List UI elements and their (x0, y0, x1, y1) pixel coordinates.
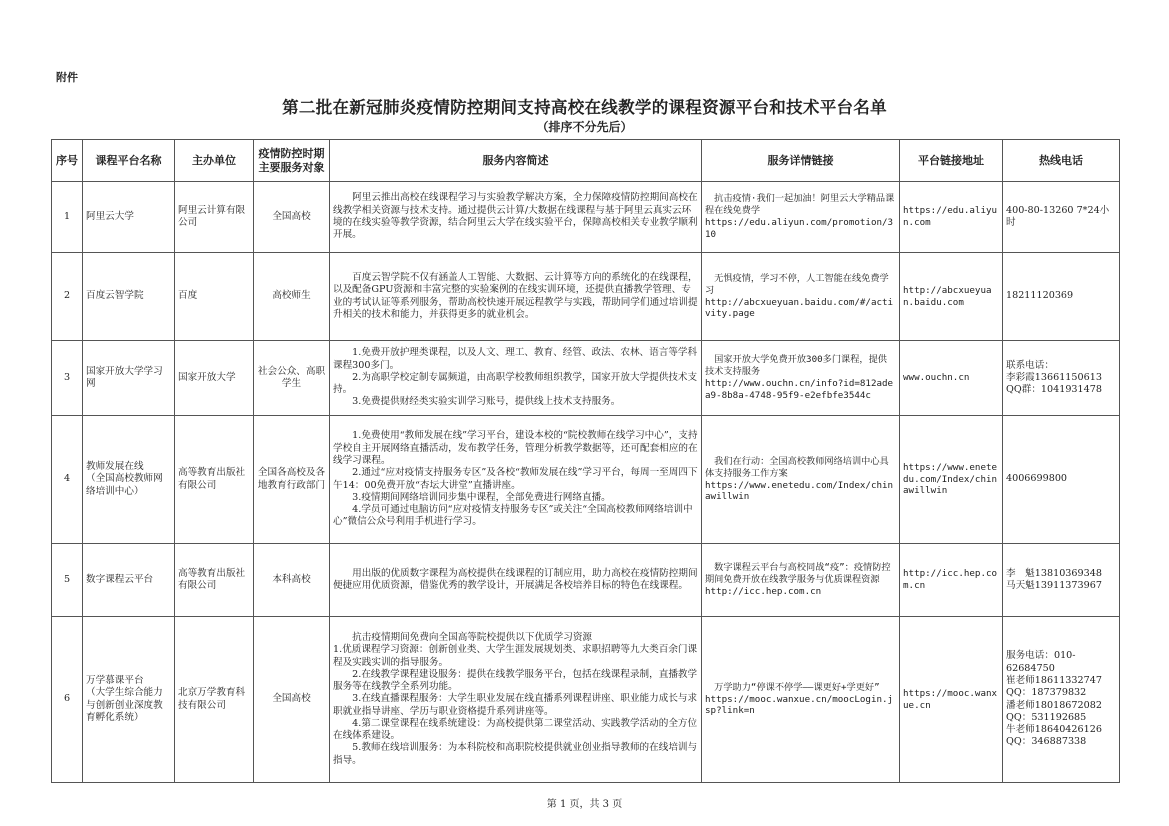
row-content: 1.免费使用“教师发展在线”学习平台，建设本校的“院校教师在线学习中心”，支持学校自主开展网络直播活动，发布教学任务，管理分析教学数据等，还可配套相应的在线学习课程。 2.通过“应对疫情支持服务专区”及各校“教师发展在线”学习平台，每周一至周四下午14：00免费开放“杏坛大讲堂”直播讲座。 3.疫情期间网络培训同步集中课程，全部免费进行网络直播。 4.学员可通过电脑访问“应对疫情支持服务专区”或关注“全国高校教师网络培训中心”微信公众号利用手机进行学习。 (330, 416, 702, 544)
row-content: 抗击疫情期间免费向全国高等院校提供以下优质学习资源 1.优质课程学习资源：创新创业类、大学生涯发展规划类、求职招聘等九大类百余门课程及实践实训的指导服务。 2.在线教学课程建设服务：提供在线教学服务平台，包括在线课程录制，直播教学服务等在线教学全系列功能。 3.在线直播课程服务：大学生职业发展在线直播系列课程讲座、职业能力成长与求职就业指导讲座、学历与职业资格提升系列讲座等。 4.第二课堂课程在线系统建设：为高校提供第二课堂活动、实践教学活动的全方位在线体系建设。 5.教师在线培训服务：为本科院校和高职院校提供就业创业指导教师的在线培训与指导。 (330, 617, 702, 783)
row-target: 全国各高校及各地教育行政部门 (254, 416, 330, 544)
page-footer: 第 1 页，共 3 页 (546, 799, 623, 810)
row-host: 阿里云计算有限公司 (175, 182, 254, 253)
row-host: 高等教育出版社有限公司 (175, 544, 254, 617)
row-detail-link[interactable]: 数字课程云平台与高校同战“疫”：疫情防控期间免费开放在线教学服务与优质课程资源 http://icc.hep.com.cn (702, 544, 900, 617)
row-content: 1.免费开放护理类课程，以及人文、理工、教育、经管、政法、农林、语言等学科课程300多门。 2.为高职学校定制专属频道，由高职学校教师组织教学，国家开放大学提供技术支持。 3.免费提供财经类实验实训学习账号，提供线上技术支持服务。 (330, 341, 702, 416)
document-subtitle: （排序不分先后） (536, 120, 633, 134)
attachment-label: 附件 (56, 71, 78, 84)
row-no: 4 (52, 416, 83, 544)
row-platform-name: 数字课程云平台 (83, 544, 175, 617)
table-row (52, 416, 1120, 544)
table-row (52, 341, 1120, 416)
document-title: 第二批在新冠肺炎疫情防控期间支持高校在线教学的课程资源平台和技术平台名单 (282, 98, 887, 117)
header-content: 服务内容简述 (330, 140, 702, 182)
row-platform-name: 国家开放大学学习网 (83, 341, 175, 416)
row-platform-name: 教师发展在线 （全国高校教师网络培训中心） (83, 416, 175, 544)
table-row (52, 253, 1120, 341)
row-platform-url[interactable]: http://abcxueyuan.baidu.com (900, 253, 1003, 341)
row-detail-link[interactable]: 万学助力“停课不停学——课更好+学更好” https://mooc.wanxue.cn/moocLogin.jsp?link=n (702, 617, 900, 783)
row-phone: 18211120369 (1003, 253, 1120, 341)
header-platform-url: 平台链接地址 (900, 140, 1003, 182)
row-detail-link[interactable]: 无惧疫情，学习不停，人工智能在线免费学习 http://abcxueyuan.baidu.com/#/activity.page (702, 253, 900, 341)
row-host: 百度 (175, 253, 254, 341)
row-content: 阿里云推出高校在线课程学习与实验教学解决方案，全力保障疫情防控期间高校在线教学相关资源与技术支持。通过提供云计算/大数据在线课程与基于阿里云真实云环境的在线实验等教学资源，结合阿里云大学在线实验平台，保障高校相关专业教学顺利开展。 (330, 182, 702, 253)
row-content: 百度云智学院不仅有涵盖人工智能、大数据、云计算等方向的系统化的在线课程，以及配备GPU资源和丰富完整的实验案例的在线实训环境，还提供直播教学管理、专业的考试认证等系列服务，帮助高校快速开展远程教学与实践，帮助同学们通过培训提升相关的技术和能力，并获得更多的就业机会。 (330, 253, 702, 341)
row-no: 6 (52, 617, 83, 783)
row-platform-name: 万学慕课平台 （大学生综合能力与创新创业深度教育孵化系统） (83, 617, 175, 783)
row-content: 用出版的优质数字课程为高校提供在线课程的订制应用，助力高校在疫情防控期间便捷应用优质资源，借鉴优秀的教学设计，开展满足各校培养目标的特色在线课程。 (330, 544, 702, 617)
row-platform-url[interactable]: https://mooc.wanxue.cn (900, 617, 1003, 783)
row-no: 1 (52, 182, 83, 253)
row-no: 2 (52, 253, 83, 341)
table-row (52, 544, 1120, 617)
row-phone: 李 魁13810369348 马天魁13911373967 (1003, 544, 1120, 617)
row-target: 全国高校 (254, 182, 330, 253)
row-host: 国家开放大学 (175, 341, 254, 416)
row-platform-url[interactable]: https://edu.aliyun.com (900, 182, 1003, 253)
row-platform-url[interactable]: https://www.enetedu.com/Index/chinawillwin (900, 416, 1003, 544)
row-phone: 联系电话： 李彩霞13661150613 QQ群：1041931478 (1003, 341, 1120, 416)
table-row (52, 182, 1120, 253)
row-detail-link[interactable]: 国家开放大学免费开放300多门课程，提供技术支持服务 http://www.ouchn.cn/info?id=812adea9-8b8a-4748-95f9-e2efbfe3544c (702, 341, 900, 416)
row-platform-url[interactable]: www.ouchn.cn (900, 341, 1003, 416)
row-host: 北京万学教育科技有限公司 (175, 617, 254, 783)
row-no: 5 (52, 544, 83, 617)
table-row (52, 617, 1120, 783)
row-detail-link[interactable]: 我们在行动：全国高校教师网络培训中心具体支持服务工作方案 https://www.enetedu.com/Index/chinawillwin (702, 416, 900, 544)
row-platform-name: 阿里云大学 (83, 182, 175, 253)
row-target: 全国高校 (254, 617, 330, 783)
row-target: 社会公众、高职学生 (254, 341, 330, 416)
platform-table (51, 139, 1120, 783)
header-no: 序号 (52, 140, 83, 182)
row-phone: 400-80-13260 7*24小时 (1003, 182, 1120, 253)
row-phone: 服务电话：010-62684750 崔老师18611332747 QQ：187379832 潘老师18018672082 QQ：531192685 牛老师18640426126 QQ：346887338 (1003, 617, 1120, 783)
header-platform-name: 课程平台名称 (83, 140, 175, 182)
row-target: 本科高校 (254, 544, 330, 617)
row-platform-name: 百度云智学院 (83, 253, 175, 341)
row-phone: 4006699800 (1003, 416, 1120, 544)
header-detail-link: 服务详情链接 (702, 140, 900, 182)
header-host: 主办单位 (175, 140, 254, 182)
table-header-row (52, 140, 1120, 182)
row-platform-url[interactable]: http://icc.hep.com.cn (900, 544, 1003, 617)
row-no: 3 (52, 341, 83, 416)
header-phone: 热线电话 (1003, 140, 1120, 182)
row-host: 高等教育出版社有限公司 (175, 416, 254, 544)
row-target: 高校师生 (254, 253, 330, 341)
header-target: 疫情防控时期 主要服务对象 (254, 140, 330, 182)
row-detail-link[interactable]: 抗击疫情·我们一起加油！阿里云大学精品课程在线免费学 https://edu.aliyun.com/promotion/310 (702, 182, 900, 253)
